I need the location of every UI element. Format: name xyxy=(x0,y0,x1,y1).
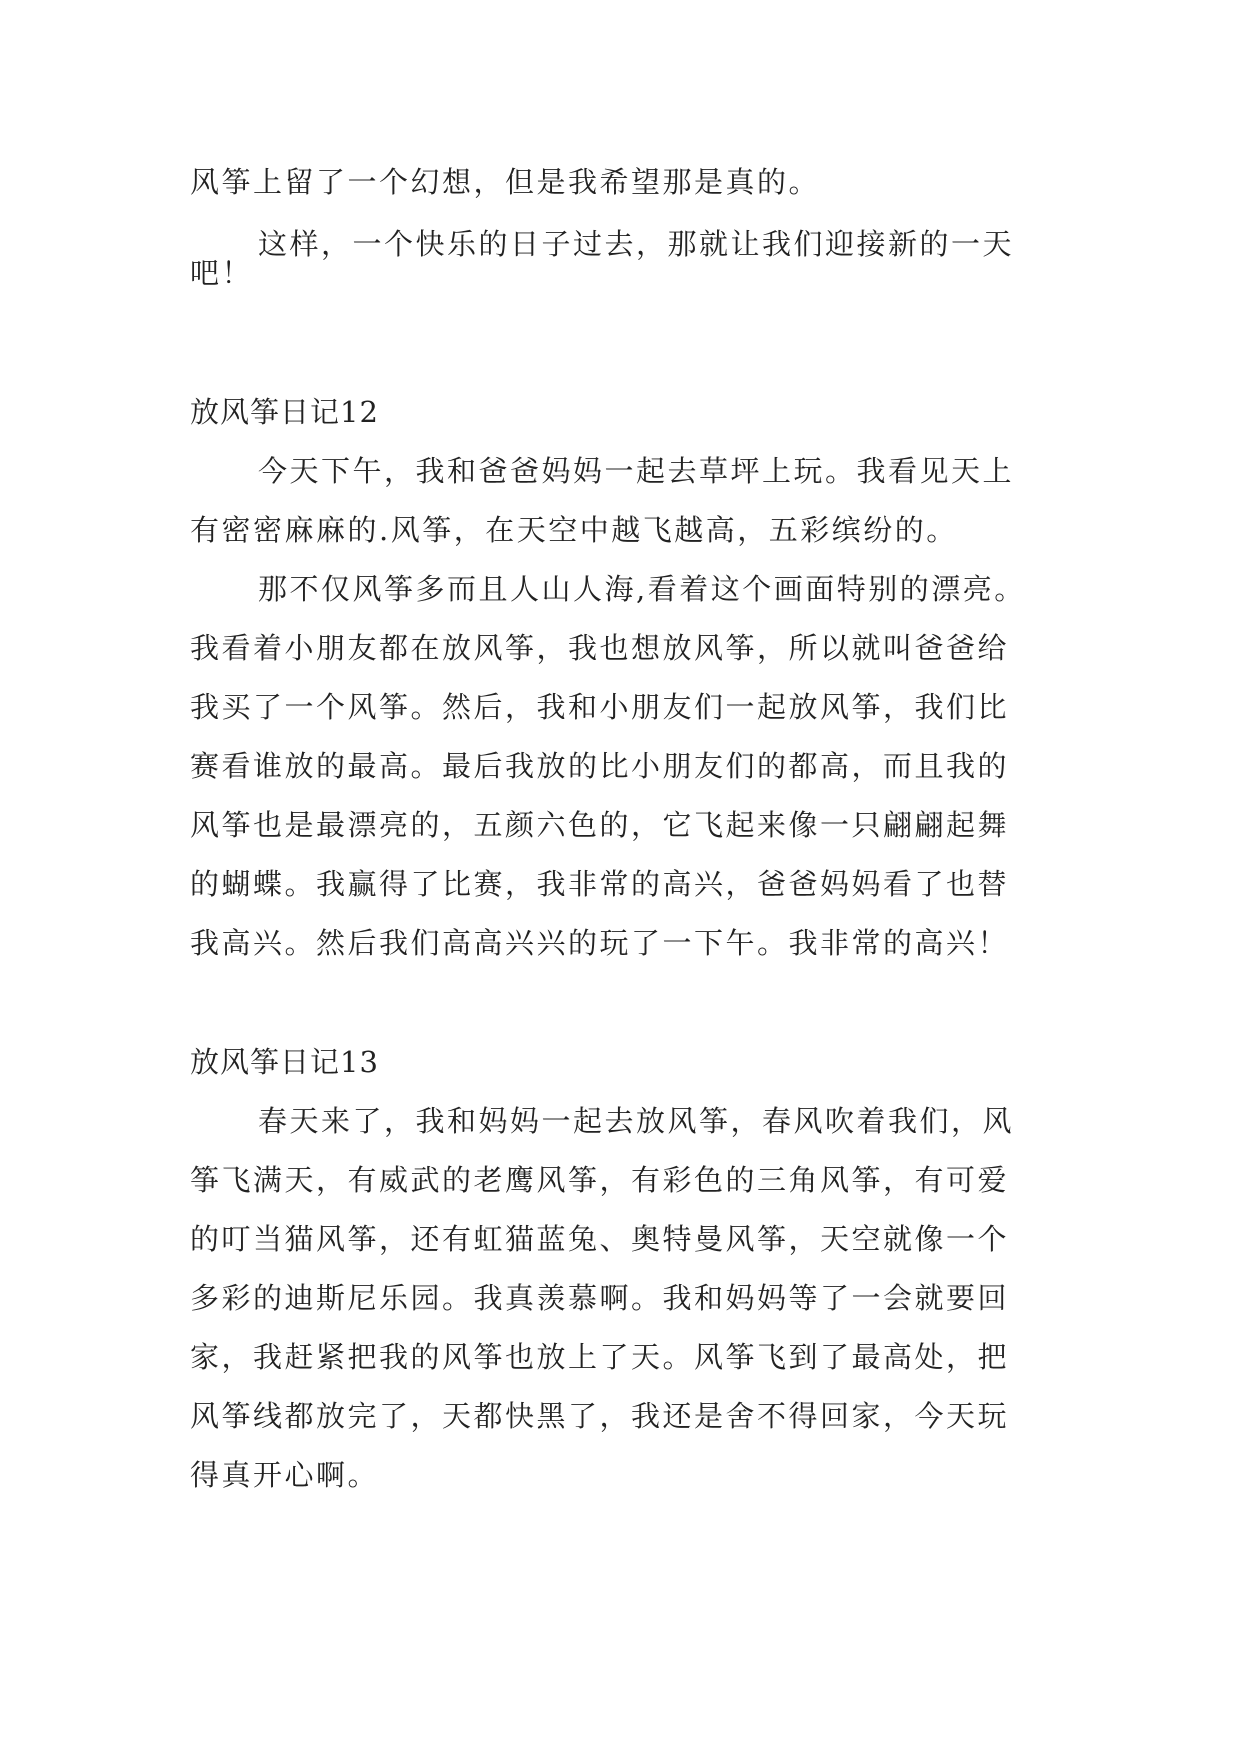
entry-13-line-3: 的叮当猫风筝，还有虹猫蓝兔、奥特曼风筝，天空就像一个 xyxy=(190,1222,1010,1256)
entry-12-line-6: 赛看谁放的最高。最后我放的比小朋友们的都高，而且我的 xyxy=(190,749,1010,783)
entry-12-line-1: 今天下午，我和爸爸妈妈一起去草坪上玩。我看见天上 xyxy=(258,454,1015,488)
entry-13-line-5: 家，我赶紧把我的风筝也放上了天。风筝飞到了最高处，把 xyxy=(190,1340,1010,1374)
entry-13-line-4: 多彩的迪斯尼乐园。我真羡慕啊。我和妈妈等了一会就要回 xyxy=(190,1281,1010,1315)
entry-12-line-8: 的蝴蝶。我赢得了比赛，我非常的高兴，爸爸妈妈看了也替 xyxy=(190,867,1010,901)
entry-13-line-2: 筝飞满天，有威武的老鹰风筝，有彩色的三角风筝，有可爱 xyxy=(190,1163,1010,1197)
intro-line-3: 吧！ xyxy=(190,256,254,290)
intro-line-1: 风筝上留了一个幻想，但是我希望那是真的。 xyxy=(190,165,821,199)
entry-12-line-3: 那不仅风筝多而且人山人海,看着这个画面特别的漂亮。 xyxy=(258,572,1026,606)
entry-12-heading: 放风筝日记12 xyxy=(190,395,379,429)
entry-13-heading: 放风筝日记13 xyxy=(190,1045,379,1079)
entry-12-line-7: 风筝也是最漂亮的，五颜六色的，它飞起来像一只翩翩起舞 xyxy=(190,808,1010,842)
entry-12-line-2: 有密密麻麻的.风筝，在天空中越飞越高，五彩缤纷的。 xyxy=(190,513,958,547)
entry-13-line-7: 得真开心啊。 xyxy=(190,1458,380,1492)
intro-line-2: 这样，一个快乐的日子过去，那就让我们迎接新的一天 xyxy=(258,227,1015,261)
entry-12-line-9: 我高兴。然后我们高高兴兴的玩了一下午。我非常的高兴！ xyxy=(190,926,1010,960)
entry-12-line-5: 我买了一个风筝。然后，我和小朋友们一起放风筝，我们比 xyxy=(190,690,1010,724)
entry-13-line-6: 风筝线都放完了，天都快黑了，我还是舍不得回家，今天玩 xyxy=(190,1399,1010,1433)
entry-12-line-4: 我看着小朋友都在放风筝，我也想放风筝，所以就叫爸爸给 xyxy=(190,631,1010,665)
entry-13-line-1: 春天来了，我和妈妈一起去放风筝，春风吹着我们，风 xyxy=(258,1104,1015,1138)
